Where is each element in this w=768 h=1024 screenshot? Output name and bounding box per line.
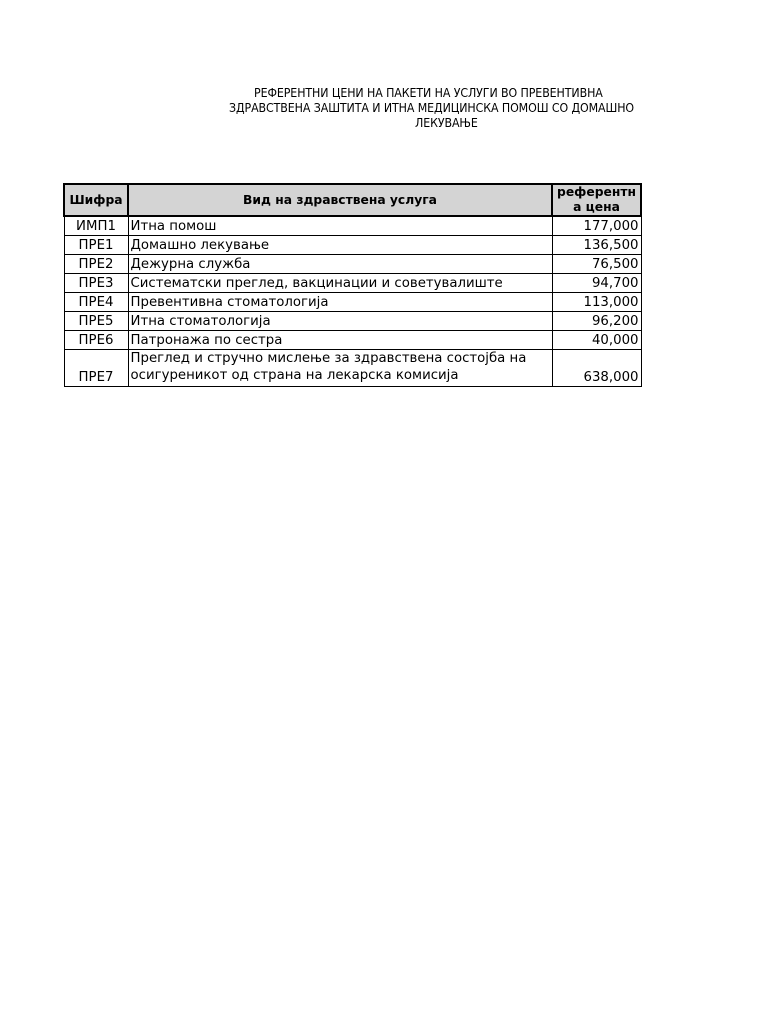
title-line-1: РЕФЕРЕНТНИ ЦЕНИ НА ПАКЕТИ НА УСЛУГИ ВО ПРЕВЕНТИВНА	[254, 86, 603, 100]
table-row	[64, 216, 641, 236]
table-row	[64, 255, 641, 274]
row-service-name: Домашно лекување	[128, 236, 552, 255]
row-code: ПРЕ2	[64, 255, 128, 274]
table-row	[64, 236, 641, 255]
row-price: 177,000	[552, 216, 641, 236]
row-service-name: Систематски преглед, вакцинации и советувалиште	[128, 274, 552, 293]
table-row	[64, 312, 641, 331]
header-price-line-1: референтн	[557, 185, 636, 199]
row-service-name: Превентивна стоматологија	[128, 293, 552, 312]
table-row	[64, 293, 641, 312]
row-code: ПРЕ3	[64, 274, 128, 293]
row-service-name: Дежурна служба	[128, 255, 552, 274]
row-price: 40,000	[552, 331, 641, 350]
row-service-name: Преглед и стручно мислење за здравствена состојба на осигуреникот од страна на лекарска комисија	[128, 350, 552, 387]
row-price: 76,500	[552, 255, 641, 274]
row-code: ПРЕ1	[64, 236, 128, 255]
row-price: 96,200	[552, 312, 641, 331]
reference-prices-table	[63, 183, 642, 387]
document-title	[0, 86, 638, 136]
title-line-2: ЗДРАВСТВЕНА ЗАШТИТА И ИТНА МЕДИЦИНСКА ПОМОШ СО ДОМАШНО	[229, 101, 635, 115]
header-price-line-2: а цена	[573, 200, 620, 214]
row-code: ИМП1	[64, 216, 128, 236]
row-service-name: Итна помош	[128, 216, 552, 236]
header-reference-price	[552, 184, 641, 216]
row-code: ПРЕ4	[64, 293, 128, 312]
row-code: ПРЕ5	[64, 312, 128, 331]
table-row	[64, 331, 641, 350]
title-line-3: ЛЕКУВАЊЕ	[415, 116, 478, 130]
row-price: 638,000	[552, 350, 641, 387]
table-row	[64, 350, 641, 387]
table-header-row	[64, 184, 641, 216]
header-service-type: Вид на здравствена услуга	[128, 184, 552, 216]
row-code: ПРЕ7	[64, 350, 128, 387]
table-row	[64, 274, 641, 293]
row-service-name: Патронажа по сестра	[128, 331, 552, 350]
row-price: 113,000	[552, 293, 641, 312]
row-price: 94,700	[552, 274, 641, 293]
header-code: Шифра	[64, 184, 128, 216]
row-service-name: Итна стоматологија	[128, 312, 552, 331]
row-price: 136,500	[552, 236, 641, 255]
row-code: ПРЕ6	[64, 331, 128, 350]
